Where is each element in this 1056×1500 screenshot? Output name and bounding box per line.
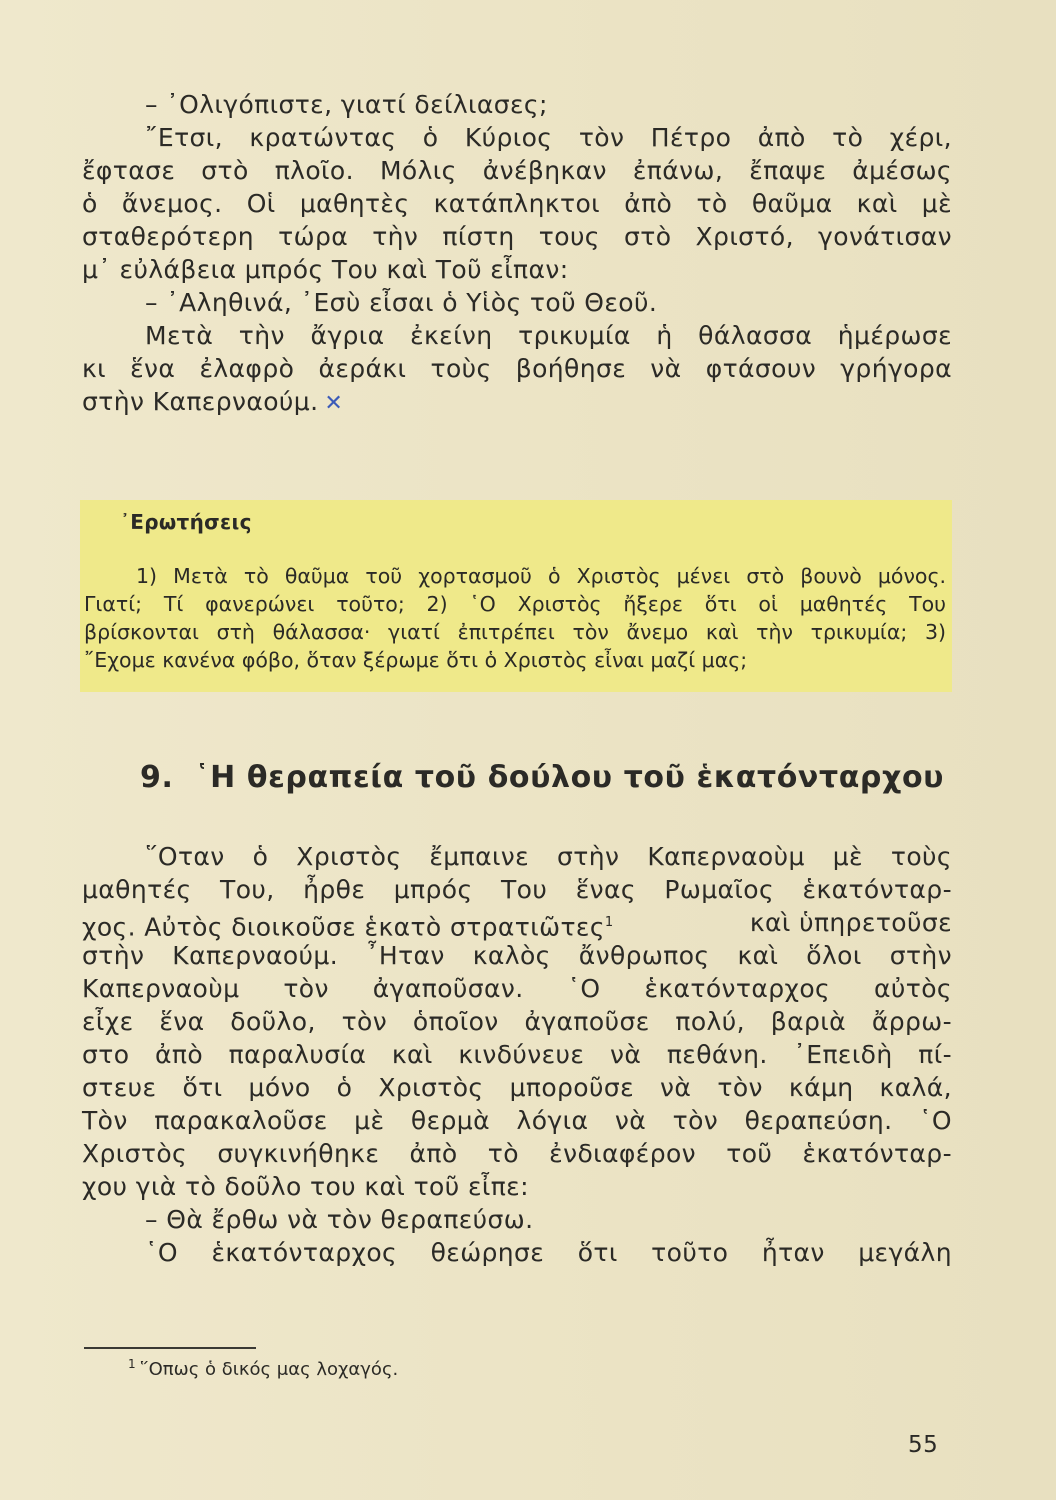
question-line: ῎Εχομε κανένα φόβο, ὅταν ξέρωμε ὅτι ὁ Χριστὸς εἶναι μαζί μας; <box>84 648 748 672</box>
footnote-rule <box>84 1347 256 1349</box>
text-line: κι ἕνα ἐλαφρὸ ἀεράκι τοὺς βοήθησε νὰ φτάσουν γρήγορα <box>82 354 952 383</box>
footnote-text: ῞Οπως ὁ δικός μας λοχαγός. <box>139 1359 399 1380</box>
text-line: μαθητές Του, ἦρθε μπρός Του ἕνας Ρωμαῖος ἑκατόνταρ- <box>82 875 952 904</box>
text-span: χος. Αὐτὸς διοικοῦσε ἑκατὸ στρατιῶτες <box>82 912 605 942</box>
text-line: – ᾿Ολιγόπιστε, γιατί δείλιασες; <box>145 90 548 119</box>
text-line: χου γιὰ τὸ δοῦλο του καὶ τοῦ εἶπε: <box>82 1172 529 1201</box>
text-line: στὴν Καπερναούμ. ῏Ηταν καλὸς ἄνθρωπος καὶ ὅλοι στὴν <box>82 941 952 970</box>
text-line: Μετὰ τὴν ἄγρια ἐκείνη τρικυμία ἡ θάλασσα ἡμέρωσε <box>145 321 952 350</box>
text-line: Χριστὸς συγκινήθηκε ἀπὸ τὸ ἐνδιαφέρον τοῦ ἑκατόνταρ- <box>82 1139 952 1168</box>
text-line: – ᾿Αληθινά, ᾿Εσὺ εἶσαι ὁ Υἱὸς τοῦ Θεοῦ. <box>145 288 658 317</box>
questions-box <box>80 500 952 692</box>
body-text <box>82 840 952 1269</box>
footnote <box>128 1352 398 1382</box>
section-number: 9. <box>140 760 174 795</box>
text-span: καὶ ὑπηρετοῦσε <box>749 908 952 937</box>
question-line: 1) Μετὰ τὸ θαῦμα τοῦ χορτασμοῦ ὁ Χριστὸς μένει στὸ βουνὸ μόνος. <box>136 564 946 588</box>
text-line: – Θὰ ἔρθω νὰ τὸν θεραπεύσω. <box>145 1205 534 1234</box>
text-line: ῞Οταν ὁ Χριστὸς ἔμπαινε στὴν Καπερναοὺμ μὲ τοὺς <box>145 842 952 871</box>
text-line <box>82 906 952 942</box>
text-line: ῾Ο ἑκατόνταρχος θεώρησε ὅτι τοῦτο ἦταν μεγάλη <box>145 1238 952 1267</box>
text-line: στευε ὅτι μόνο ὁ Χριστὸς μποροῦσε νὰ τὸν κάμη καλά, <box>82 1073 952 1102</box>
question-line: Γιατί; Τί φανερώνει τοῦτο; 2) ῾Ο Χριστὸς ἤξερε ὅτι οἱ μαθητές Του <box>84 592 946 616</box>
question-line: βρίσκονται στὴ θάλασσα· γιατί ἐπιτρέπει τὸν ἄνεμο καὶ τὴν τρικυμία; 3) <box>84 620 946 644</box>
text-line-last <box>82 385 952 418</box>
page-number: 55 <box>908 1432 939 1458</box>
text-line: Τὸν παρακαλοῦσε μὲ θερμὰ λόγια νὰ τὸν θεραπεύση. ῾Ο <box>82 1106 952 1135</box>
text-line: Καπερναοὺμ τὸν ἀγαποῦσαν. ῾Ο ἑκατόνταρχος αὐτὸς <box>82 974 952 1003</box>
top-text <box>82 88 952 418</box>
text-line: στο ἀπὸ παραλυσία καὶ κινδύνευε νὰ πεθάνη. ᾿Επειδὴ πί- <box>82 1040 952 1069</box>
text-line: ὁ ἄνεμος. Οἱ μαθητὲς κατάπληκτοι ἀπὸ τὸ θαῦμα καὶ μὲ <box>82 189 952 218</box>
text-span: στὴν Καπερναούμ. <box>82 387 319 416</box>
text-line: ῎Ετσι, κρατώντας ὁ Κύριος τὸν Πέτρο ἀπὸ τὸ χέρι, <box>145 123 952 152</box>
section-heading <box>140 760 944 795</box>
section-title: ῾Η θεραπεία τοῦ δούλου τοῦ ἑκατόνταρχου <box>194 760 945 795</box>
pen-mark-icon: ✕ <box>324 391 344 416</box>
questions-text <box>84 562 946 674</box>
questions-title: ᾿Ερωτήσεις <box>120 510 252 534</box>
text-span <box>82 906 618 942</box>
text-line: εἶχε ἕνα δοῦλο, τὸν ὁποῖον ἀγαποῦσε πολύ, βαριὰ ἄρρω- <box>82 1007 952 1036</box>
text-line: μ᾽ εὐλάβεια μπρός Του καὶ Τοῦ εἶπαν: <box>82 255 569 284</box>
text-line: ἔφτασε στὸ πλοῖο. Μόλις ἀνέβηκαν ἐπάνω, ἔπαψε ἀμέσως <box>82 156 952 185</box>
footnote-marker: 1 <box>128 1357 136 1371</box>
footnote-ref: 1 <box>604 915 614 930</box>
text-line: σταθερότερη τώρα τὴν πίστη τους στὸ Χριστό, γονάτισαν <box>82 222 952 251</box>
